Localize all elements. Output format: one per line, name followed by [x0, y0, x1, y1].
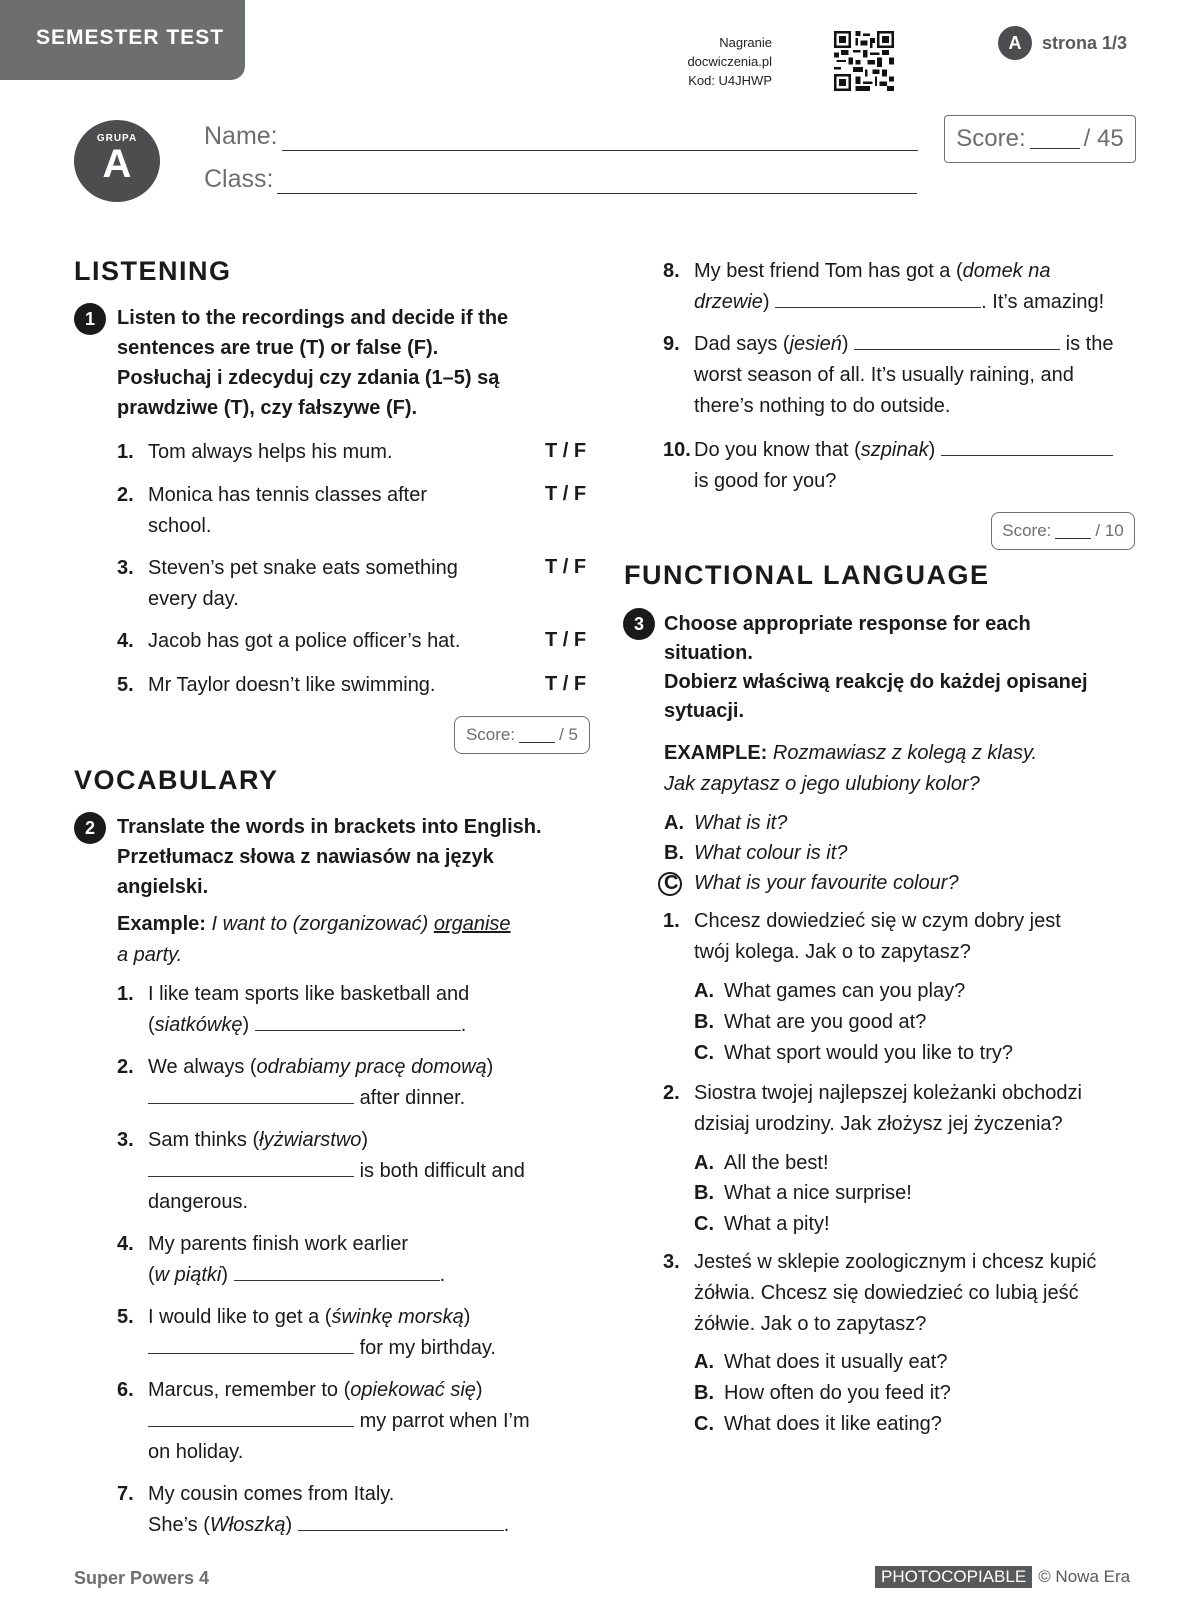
functional-language-title: FUNCTIONAL LANGUAGE	[624, 560, 990, 590]
semester-test-tab	[0, 0, 245, 80]
option-text: What does it like eating?	[724, 1413, 942, 1435]
score-label: Score:	[1002, 521, 1052, 540]
item-text-cont: is good for you?	[694, 470, 837, 492]
task-1-instr-pl-1: Posłuchaj i zdecyduj czy zdania (1–5) są	[117, 367, 500, 389]
item-text: Jacob has got a police officer’s hat.	[148, 630, 461, 652]
listening-item	[117, 553, 487, 615]
task-3-instr-en-1: Choose appropriate response for each	[664, 613, 1031, 635]
bracket-open: (	[148, 1014, 155, 1036]
bracket-close: )	[242, 1014, 250, 1036]
polish-word: łyżwiarstwo	[259, 1129, 362, 1151]
functional-question	[663, 1247, 1163, 1340]
item-text-cont: worst season of all. It’s usually raining, and	[694, 364, 1074, 386]
answer-option[interactable]	[694, 1209, 830, 1240]
option-letter: A.	[694, 1351, 714, 1373]
photocopiable-label: PHOTOCOPIABLE	[875, 1566, 1032, 1588]
task-3-instr-pl-1: Dobierz właściwą reakcję do każdej opisanej	[664, 671, 1088, 693]
task-3-instr-pl-2: sytuacji.	[664, 700, 745, 722]
answer-blank[interactable]	[255, 1010, 461, 1031]
example-text-cont: a party.	[117, 944, 183, 966]
example-text: I want to (zorganizować)	[211, 913, 429, 935]
item-text: Monica has tennis classes after	[148, 484, 428, 506]
option-letter: C.	[694, 1042, 714, 1064]
answer-blank[interactable]	[148, 1083, 354, 1104]
true-false-choice[interactable]: T / F	[545, 556, 587, 578]
vocabulary-score-box	[991, 512, 1135, 550]
bracket-close: )	[463, 1306, 471, 1328]
listening-item	[117, 670, 507, 701]
vocabulary-example	[117, 909, 597, 971]
option-text: What sport would you like to try?	[724, 1042, 1014, 1064]
item-text: Dad says (	[694, 333, 790, 355]
qr-code-icon	[834, 31, 894, 91]
option-text: What is your favourite colour?	[694, 872, 959, 894]
answer-blank[interactable]	[148, 1406, 354, 1427]
listening-item	[117, 437, 477, 468]
vocabulary-title: VOCABULARY	[74, 765, 279, 795]
item-number: 5.	[117, 674, 134, 696]
question-text: Jesteś w sklepie zoologicznym i chcesz kupić	[694, 1251, 1097, 1273]
vocabulary-item	[117, 979, 597, 1041]
total-score-blank[interactable]	[1030, 130, 1080, 149]
option-text: All the best!	[724, 1152, 829, 1174]
item-number: 3.	[663, 1251, 680, 1273]
vocabulary-item	[117, 1052, 597, 1114]
task-1-instructions	[117, 303, 597, 423]
score-max: / 10	[1095, 521, 1124, 540]
vocabulary-item	[117, 1125, 597, 1218]
answer-blank[interactable]	[941, 435, 1113, 456]
answer-option[interactable]	[694, 976, 965, 1007]
item-text: Sam thinks (	[148, 1129, 260, 1151]
task-1-instr-en-1: Listen to the recordings and decide if the	[117, 307, 509, 329]
option-text: What is it?	[694, 812, 788, 834]
item-number: 4.	[117, 1233, 134, 1255]
task-2-instr-en: Translate the words in brackets into English.	[117, 816, 542, 838]
functional-example	[664, 738, 1154, 800]
page-indicator	[998, 26, 1127, 60]
polish-word: Włoszką	[209, 1514, 286, 1536]
item-text-cont: on holiday.	[148, 1441, 244, 1463]
item-end: .	[460, 1014, 467, 1036]
option-text: What are you good at?	[724, 1011, 927, 1033]
item-number: 4.	[117, 630, 134, 652]
example-option	[664, 868, 959, 899]
recording-site: docwiczenia.pl	[687, 54, 772, 69]
task-2-instr-pl-1: Przetłumacz słowa z nawiasów na język	[117, 846, 494, 868]
item-text-cont: for my birthday.	[359, 1337, 496, 1359]
item-text-cont: is both difficult and	[359, 1160, 525, 1182]
item-number: 6.	[117, 1379, 134, 1401]
question-text-cont: żółwie. Jak o to zapytasz?	[694, 1313, 927, 1335]
example-label: EXAMPLE:	[664, 742, 768, 764]
option-text: What does it usually eat?	[724, 1351, 948, 1373]
example-label: Example:	[117, 913, 206, 935]
item-number: 3.	[117, 557, 134, 579]
score-blank[interactable]	[519, 728, 555, 743]
bracket-close: )	[475, 1379, 483, 1401]
name-label: Name:	[204, 122, 278, 150]
bracket-close: )	[928, 439, 936, 461]
answer-option[interactable]	[694, 1038, 1013, 1069]
item-text-cont: my parrot when I’m	[359, 1410, 530, 1432]
listening-item	[117, 480, 477, 542]
vocabulary-item	[117, 1229, 597, 1291]
bracket-close: )	[221, 1264, 229, 1286]
item-number: 2.	[663, 1082, 680, 1104]
question-text: Chcesz dowiedzieć się w czym dobry jest	[694, 910, 1061, 932]
option-letter-circled	[664, 868, 694, 899]
answer-option[interactable]	[694, 1007, 926, 1038]
vocabulary-item	[117, 1375, 597, 1468]
item-number: 1.	[117, 983, 134, 1005]
true-false-choice[interactable]: T / F	[545, 483, 587, 505]
item-text: My best friend Tom has got a (	[694, 260, 963, 282]
option-letter: C.	[694, 1213, 714, 1235]
item-text: Mr Taylor doesn’t like swimming.	[148, 674, 436, 696]
item-text: She’s (	[148, 1514, 210, 1536]
task-2-number: 2	[74, 812, 106, 844]
true-false-choice[interactable]: T / F	[545, 673, 587, 695]
total-score-max: / 45	[1083, 125, 1124, 152]
total-score-box	[944, 115, 1136, 163]
option-letter: A.	[664, 812, 684, 834]
bracket-close: )	[285, 1514, 293, 1536]
total-score-label: Score:	[956, 125, 1026, 152]
item-number: 7.	[117, 1483, 134, 1505]
grupa-label: GRUPA	[96, 133, 138, 144]
functional-question	[663, 1078, 1153, 1140]
example-text: Rozmawiasz z kolegą z klasy.	[772, 742, 1038, 764]
item-number: 1.	[117, 441, 134, 463]
question-text-cont: twój kolega. Jak o to zapytasz?	[694, 941, 971, 963]
vocabulary-item	[663, 435, 1153, 497]
polish-word: szpinak	[860, 439, 929, 461]
option-text: What colour is it?	[694, 842, 848, 864]
item-text-cont: after dinner.	[359, 1087, 466, 1109]
option-letter: B.	[664, 842, 684, 864]
bracket-open: (	[148, 1264, 155, 1286]
polish-word: w piątki	[154, 1264, 222, 1286]
class-field[interactable]	[204, 165, 917, 194]
answer-blank[interactable]	[854, 329, 1060, 350]
item-text-cont: every day.	[148, 588, 239, 610]
question-text-cont: żółwia. Chcesz się dowiedzieć co lubią jeść	[694, 1282, 1079, 1304]
recording-code: Kod: U4JHWP	[688, 73, 772, 88]
option-text: What games can you play?	[724, 980, 966, 1002]
item-text: Marcus, remember to (	[148, 1379, 351, 1401]
item-text: We always (	[148, 1056, 257, 1078]
example-option	[664, 838, 847, 869]
item-number: 1.	[663, 910, 680, 932]
score-label: Score:	[465, 725, 516, 744]
task-3-number: 3	[623, 608, 655, 640]
option-letter: C	[664, 872, 679, 894]
item-text-cont: dangerous.	[148, 1191, 249, 1213]
option-letter: C.	[694, 1413, 714, 1435]
score-max: / 5	[559, 725, 579, 744]
item-text-cont: there’s nothing to do outside.	[694, 395, 951, 417]
option-letter: B.	[694, 1382, 714, 1404]
example-answer: organise	[433, 913, 511, 935]
listening-item	[117, 626, 507, 657]
example-text-cont: Jak zapytasz o jego ulubiony kolor?	[664, 773, 980, 795]
option-letter: B.	[694, 1182, 714, 1204]
semester-test-label: SEMESTER TEST	[36, 26, 225, 49]
grupa-badge	[74, 120, 160, 202]
option-text: What a nice surprise!	[724, 1182, 912, 1204]
polish-word: odrabiamy pracę domową	[256, 1056, 487, 1078]
bracket-close: )	[762, 291, 770, 313]
name-line[interactable]	[282, 128, 918, 151]
item-text: Do you know that (	[694, 439, 861, 461]
item-text-cont: is the	[1065, 333, 1114, 355]
true-false-choice[interactable]: T / F	[545, 440, 587, 462]
footer-copyright	[875, 1566, 1130, 1588]
item-text: Steven’s pet snake eats something	[148, 557, 458, 579]
item-number: 2.	[117, 1056, 134, 1078]
recording-label: Nagranie	[719, 35, 772, 50]
class-line[interactable]	[277, 171, 917, 194]
task-1-number: 1	[74, 303, 106, 335]
book-title: Super Powers 4	[74, 1568, 210, 1588]
answer-option[interactable]	[694, 1178, 912, 1209]
item-text: My cousin comes from Italy.	[148, 1483, 395, 1505]
item-text: I like team sports like basketball and	[148, 983, 470, 1005]
item-text: Tom always helps his mum.	[148, 441, 393, 463]
listening-title: LISTENING	[74, 256, 232, 286]
polish-word: opiekować się	[350, 1379, 476, 1401]
bracket-close: )	[486, 1056, 494, 1078]
polish-word: domek na	[962, 260, 1051, 282]
publisher-label: © Nowa Era	[1038, 1567, 1131, 1586]
task-2-instructions	[117, 812, 607, 902]
score-blank[interactable]	[1055, 524, 1091, 539]
item-end: . It’s amazing!	[981, 291, 1105, 313]
option-text: What a pity!	[724, 1213, 830, 1235]
item-text-cont: school.	[148, 515, 212, 537]
example-option	[664, 808, 787, 839]
item-end: .	[439, 1264, 446, 1286]
item-number: 3.	[117, 1129, 134, 1151]
polish-word: siatkówkę	[154, 1014, 243, 1036]
item-text: My parents finish work earlier	[148, 1233, 409, 1255]
item-number: 2.	[117, 484, 134, 506]
task-2-instr-pl-2: angielski.	[117, 876, 209, 898]
task-1-instr-pl-2: prawdziwe (T), czy fałszywe (F).	[117, 397, 418, 419]
item-number: 8.	[663, 260, 680, 282]
item-end: .	[503, 1514, 510, 1536]
functional-question	[663, 906, 1153, 968]
bracket-close: )	[361, 1129, 369, 1151]
vocabulary-item	[663, 256, 1143, 318]
option-text: How often do you feed it?	[724, 1382, 951, 1404]
polish-word: świnkę morską	[331, 1306, 464, 1328]
answer-blank[interactable]	[148, 1156, 354, 1177]
grupa-letter: A	[102, 142, 132, 186]
recording-info	[687, 33, 772, 90]
answer-blank[interactable]	[148, 1333, 354, 1354]
question-text: Siostra twojej najlepszej koleżanki obchodzi	[694, 1082, 1082, 1104]
option-letter: B.	[694, 1011, 714, 1033]
task-3-instructions	[664, 610, 1154, 726]
group-badge: A	[998, 26, 1032, 60]
vocabulary-item	[117, 1302, 597, 1364]
name-field[interactable]	[204, 122, 918, 151]
answer-option[interactable]	[694, 1409, 942, 1440]
item-number: 5.	[117, 1306, 134, 1328]
vocabulary-item	[663, 329, 1153, 422]
task-3-instr-en-2: situation.	[664, 642, 753, 664]
true-false-choice[interactable]: T / F	[545, 629, 587, 651]
page-number: strona 1/3	[1042, 32, 1128, 53]
answer-option[interactable]	[694, 1347, 947, 1378]
answer-blank[interactable]	[234, 1260, 440, 1281]
class-label: Class:	[204, 165, 274, 193]
polish-word-cont: drzewie	[694, 291, 763, 313]
option-letter: A.	[694, 1152, 714, 1174]
item-number: 10.	[663, 439, 691, 461]
answer-blank[interactable]	[298, 1510, 504, 1531]
polish-word: jesień	[789, 333, 842, 355]
question-text-cont: dzisiaj urodziny. Jak złożysz jej życzenia?	[694, 1113, 1063, 1135]
bracket-close: )	[841, 333, 849, 355]
item-number: 9.	[663, 333, 680, 355]
answer-blank[interactable]	[775, 287, 981, 308]
vocabulary-item	[117, 1479, 597, 1541]
option-letter: A.	[694, 980, 714, 1002]
answer-option[interactable]	[694, 1378, 951, 1409]
task-1-instr-en-2: sentences are true (T) or false (F).	[117, 337, 439, 359]
item-text: I would like to get a (	[148, 1306, 332, 1328]
answer-option[interactable]	[694, 1148, 829, 1179]
listening-score-box	[454, 716, 590, 754]
